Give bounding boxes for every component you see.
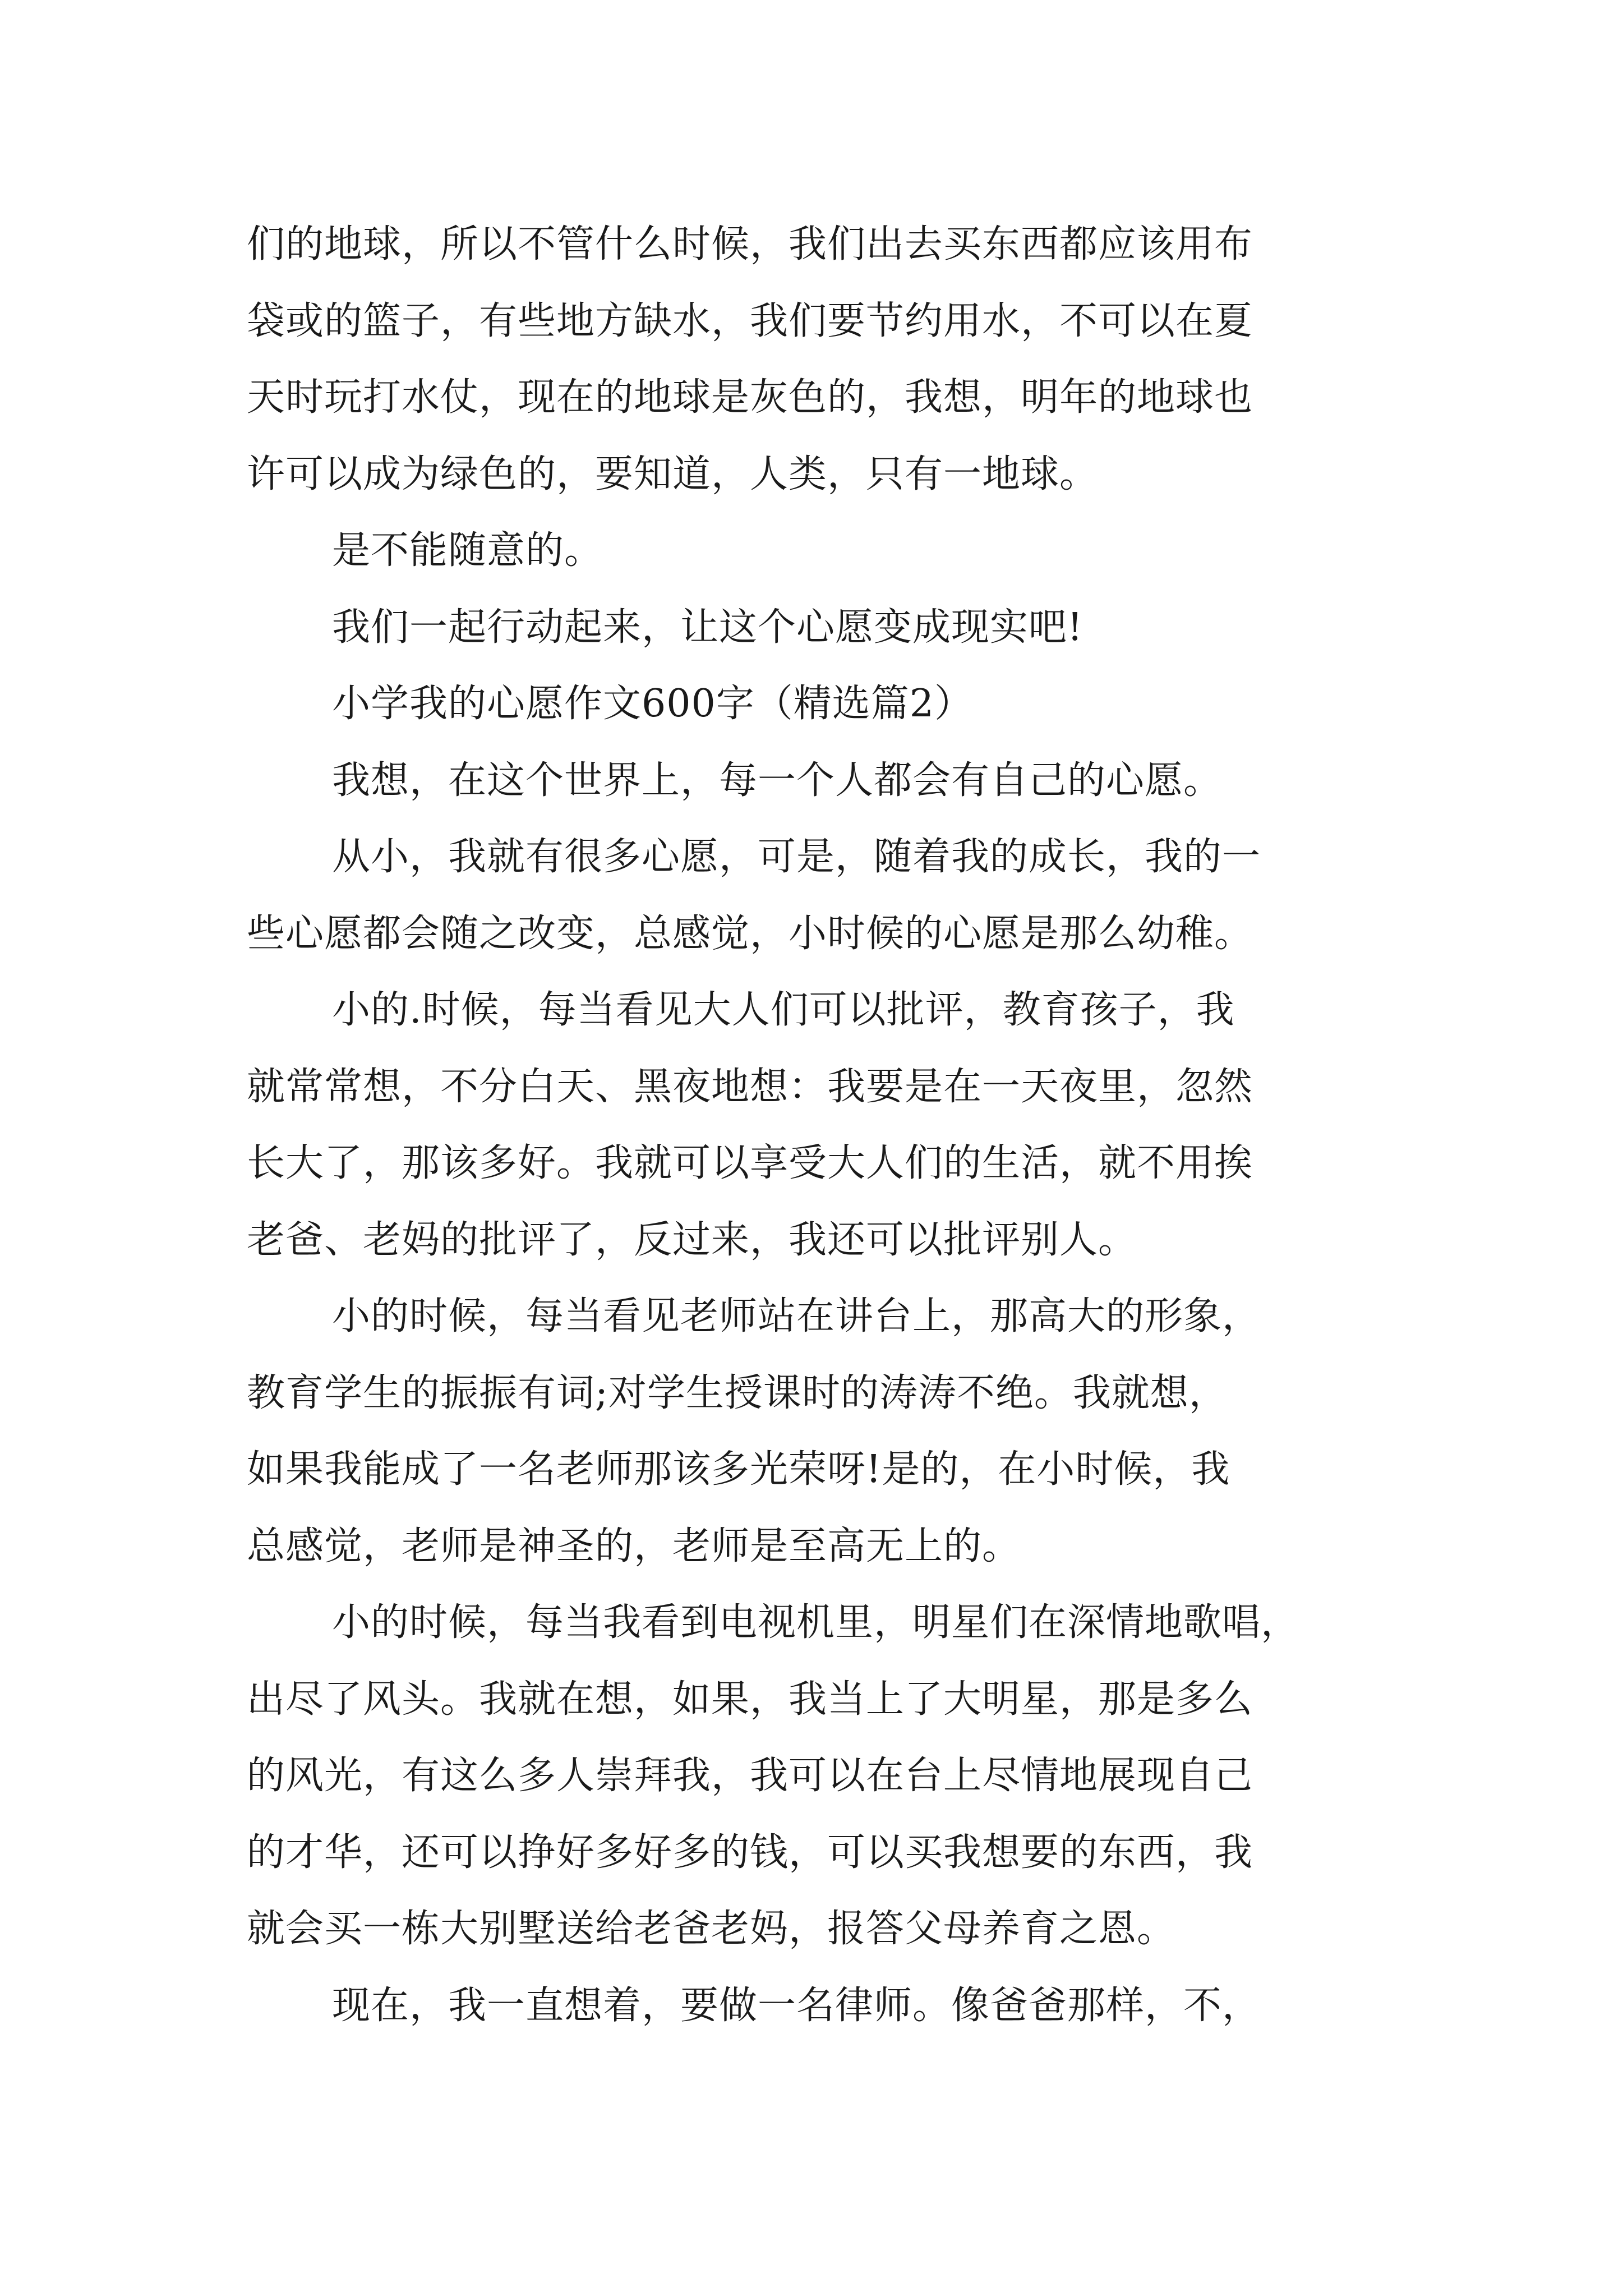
text-line: 老爸、老妈的批评了，反过来，我还可以批评别人。 (247, 1217, 1137, 1262)
text-line: 长大了，那该多好。我就可以享受大人们的生活，就不用挨 (247, 1141, 1253, 1185)
text-line: 天时玩打水仗，现在的地球是灰色的，我想，明年的地球也 (247, 375, 1253, 420)
text-line: 许可以成为绿色的，要知道，人类，只有一地球。 (247, 452, 1099, 496)
text-line: 是不能随意的。 (332, 528, 603, 573)
text-line: 就会买一栋大别墅送给老爸老妈，报答父母养育之恩。 (247, 1907, 1176, 1951)
text-line: 如果我能成了一名老师那该多光荣呀!是的，在小时候，我 (247, 1447, 1230, 1492)
text-line: 们的地球，所以不管什么时候，我们出去买东西都应该用布 (247, 222, 1253, 266)
text-line: 的风光，有这么多人崇拜我，我可以在台上尽情地展现自己 (247, 1754, 1253, 1798)
text-line: 小的.时候，每当看见大人们可以批评，教育孩子，我 (332, 988, 1235, 1032)
text-line: 出尽了风头。我就在想，如果，我当上了大明星，那是多么 (247, 1677, 1253, 1722)
text-line: 的才华，还可以挣好多好多的钱，可以买我想要的东西，我 (247, 1830, 1253, 1875)
text-line: 教育学生的振振有词;对学生授课时的涛涛不绝。我就想， (247, 1370, 1228, 1415)
text-line: 就常常想，不分白天、黑夜地想：我要是在一天夜里，忽然 (247, 1064, 1253, 1109)
document-body (247, 206, 1402, 2044)
text-line: 我们一起行动起来，让这个心愿变成现实吧! (332, 605, 1083, 650)
text-line: 小的时候，每当看见老师站在讲台上，那高大的形象， (332, 1294, 1261, 1338)
text-line: 现在，我一直想着，要做一名律师。像爸爸那样，不， (332, 1983, 1261, 2028)
text-line: 小的时候，每当我看到电视机里，明星们在深情地歌唱， (332, 1600, 1300, 1645)
text-line: 我想，在这个世界上，每一个人都会有自己的心愿。 (332, 758, 1223, 803)
text-line: 袋或的篮子，有些地方缺水，我们要节约用水，不可以在夏 (247, 298, 1253, 343)
section-heading: 小学我的心愿作文600字（精选篇2） (332, 682, 974, 726)
text-line: 从小，我就有很多心愿，可是，随着我的成长，我的一 (332, 835, 1261, 879)
text-line: 总感觉，老师是神圣的，老师是至高无上的。 (247, 1524, 1021, 1568)
text-line: 些心愿都会随之改变，总感觉，小时候的心愿是那么幼稚。 (247, 911, 1253, 956)
